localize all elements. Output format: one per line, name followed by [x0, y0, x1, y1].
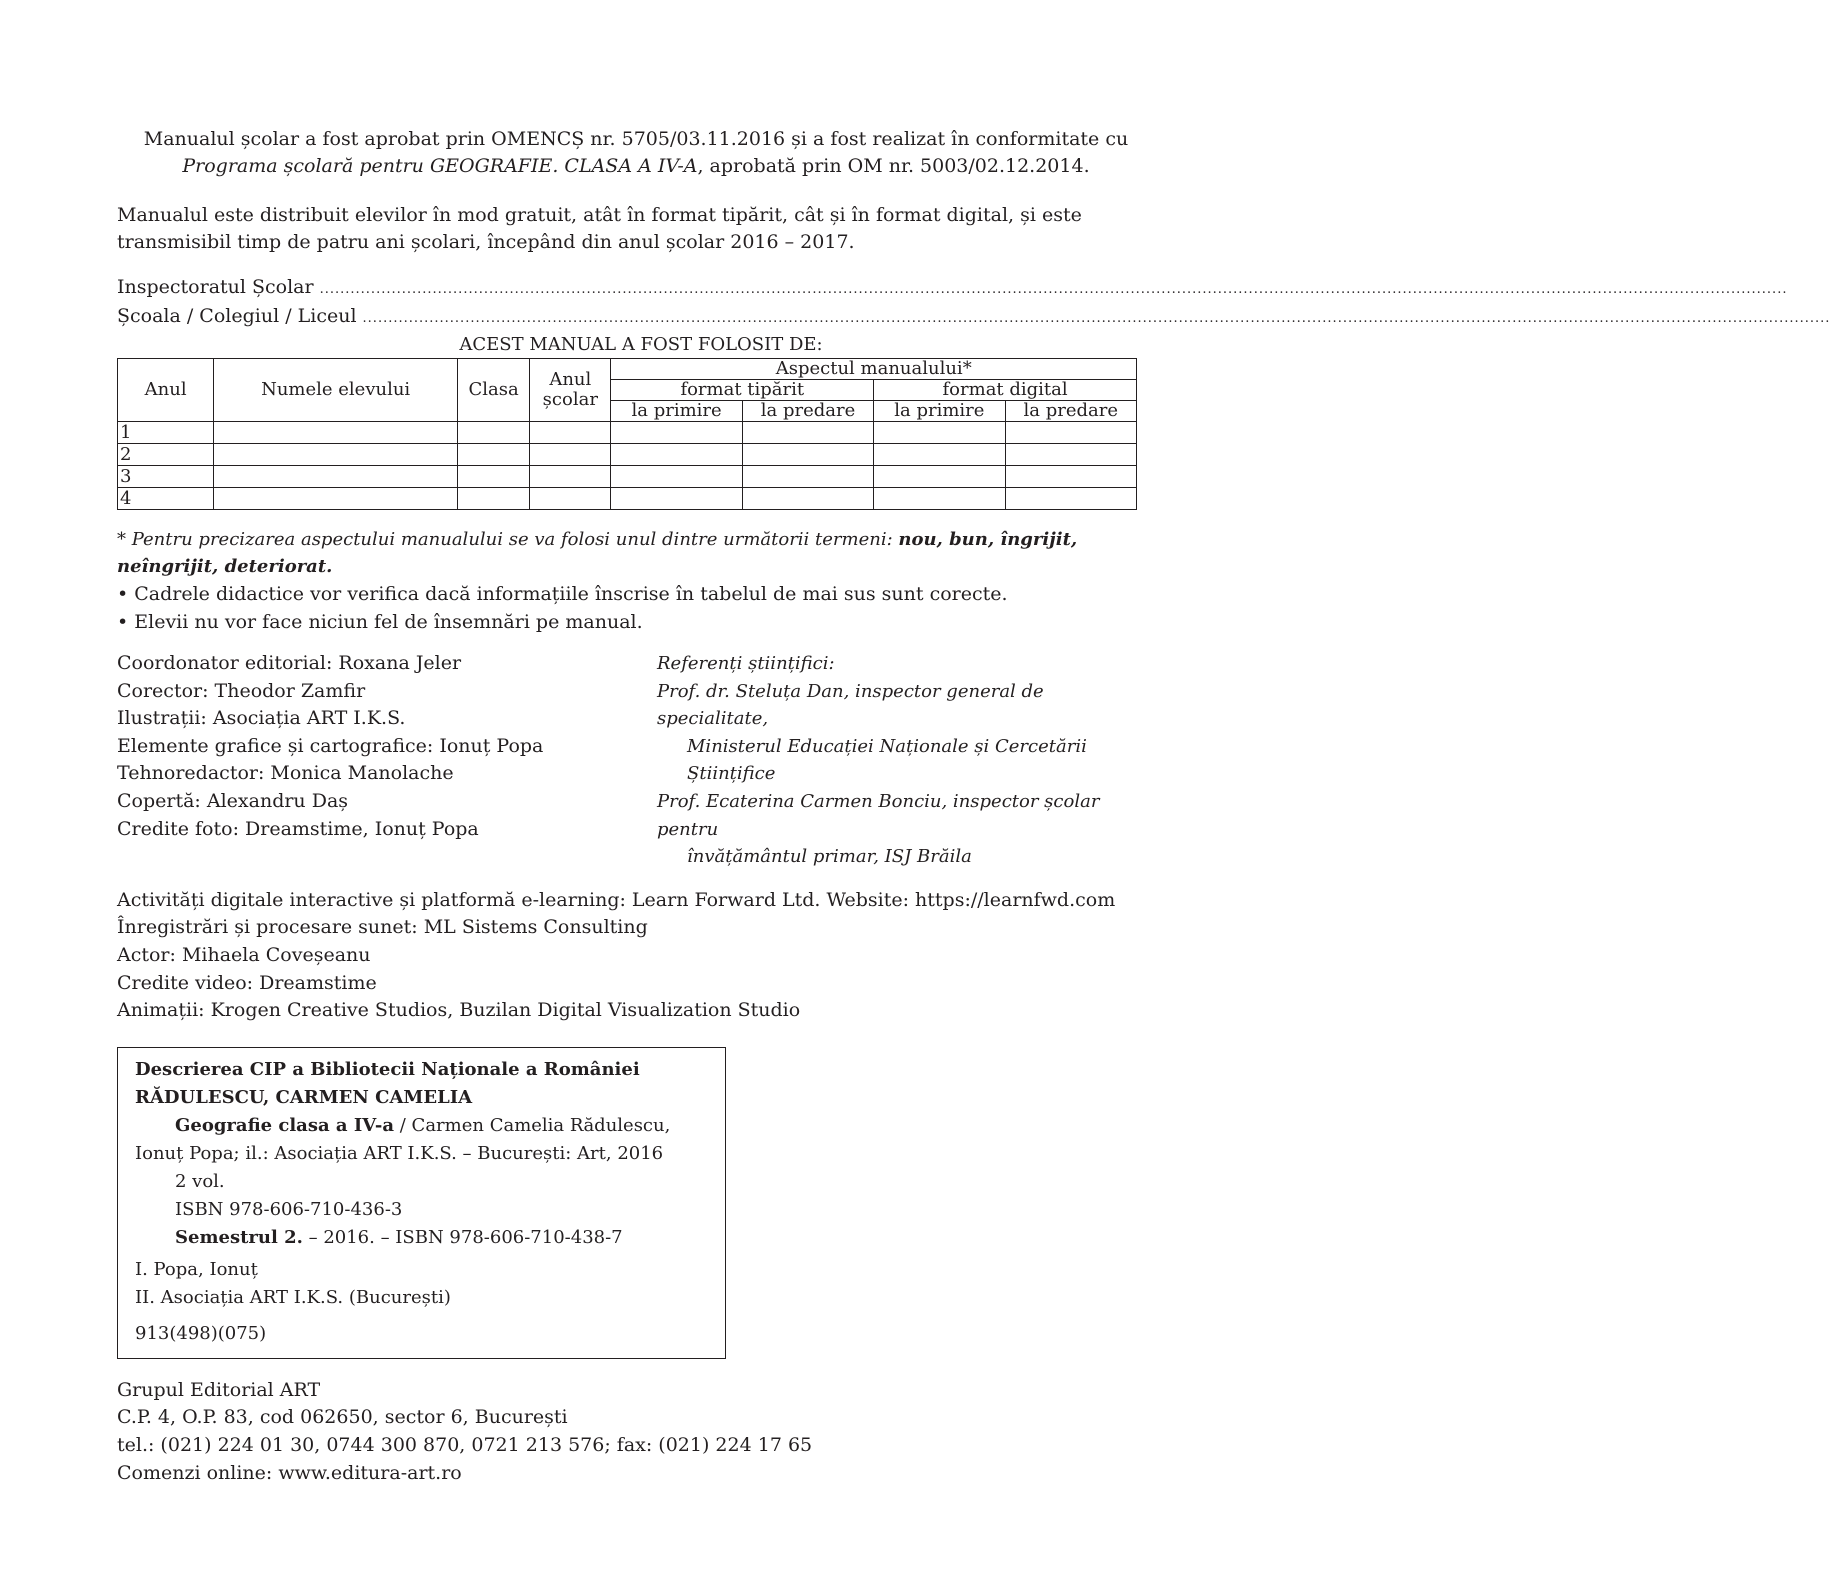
footnote: [117, 526, 1155, 580]
cip-index-2: II. Asociația ART I.K.S. (București): [135, 1286, 451, 1308]
cell[interactable]: [742, 488, 873, 510]
cell[interactable]: [530, 444, 611, 466]
approval-notice: [117, 126, 1155, 180]
publisher-website[interactable]: Comenzi online: www.editura-art.ro: [117, 1461, 462, 1484]
cell[interactable]: [611, 466, 742, 488]
approval-line-2-rest: , aprobată prin OM nr. 5003/02.12.2014.: [697, 155, 1090, 177]
cell[interactable]: [214, 444, 458, 466]
cell[interactable]: [611, 422, 742, 444]
cip-semester-line: Semestrul 2. – 2016. – ISBN 978-606-710-438-7: [175, 1226, 623, 1248]
inspectorate-dotted-line: ..............................................................................................................................................................................................................................................................................................: [319, 282, 1788, 297]
row-number: 1: [118, 422, 214, 444]
header-digital-receipt: la primire: [874, 401, 1005, 422]
table-row: [118, 422, 1137, 444]
cell[interactable]: [457, 488, 529, 510]
cell[interactable]: [530, 422, 611, 444]
cell[interactable]: [874, 444, 1005, 466]
cip-udc: 913(498)(075): [135, 1322, 267, 1344]
cell[interactable]: [611, 488, 742, 510]
header-printed-return: la predare: [742, 401, 873, 422]
footnote-text: * Pentru precizarea aspectului manualului se va folosi unul dintre următorii termeni:: [117, 529, 899, 550]
row-number: 2: [118, 444, 214, 466]
inspectorate-label: Inspectoratul Școlar: [117, 276, 314, 298]
row-number: 3: [118, 466, 214, 488]
cell[interactable]: [874, 466, 1005, 488]
cell[interactable]: [214, 466, 458, 488]
cip-index-1: I. Popa, Ionuț: [135, 1258, 258, 1280]
publisher-phone: tel.: (021) 224 01 30, 0744 300 870, 0721 213 576; fax: (021) 224 17 65: [117, 1433, 813, 1456]
table-caption: ACEST MANUAL A FOST FOLOSIT DE:: [459, 334, 823, 355]
credit-line: Coordonator editorial: Roxana Jeler: [117, 652, 462, 674]
header-printed: format tipărit: [611, 380, 874, 401]
cell[interactable]: [742, 444, 873, 466]
cip-book-line: Geografie clasa a IV-a / Carmen Camelia Rădulescu,: [175, 1114, 671, 1136]
cell[interactable]: [530, 488, 611, 510]
list-item: • Elevii nu vor face niciun fel de însemnări pe manual.: [117, 611, 643, 633]
distribution-paragraph: Manualul este distribuit elevilor în mod gratuit, atât în format tipărit, cât și în format digital, și este transmisibil timp de patru ani școlari, începând din anul școlar 2016 – 2017.: [117, 204, 1082, 253]
cip-title: Descrierea CIP a Bibliotecii Naționale a României: [135, 1058, 640, 1080]
program-title: Programa școlară pentru GEOGRAFIE. CLASA A IV-A: [182, 155, 698, 177]
cell[interactable]: [742, 466, 873, 488]
credit-line: Credite video: Dreamstime: [117, 971, 377, 994]
cell[interactable]: [742, 422, 873, 444]
credit-line: Copertă: Alexandru Daș: [117, 789, 349, 812]
scientific-referees: [657, 650, 1137, 871]
cell[interactable]: [874, 422, 1005, 444]
list-item: • Cadrele didactice vor verifica dacă informațiile înscrise în tabelul de mai sus sunt corecte.: [117, 583, 1008, 605]
cell[interactable]: [1005, 488, 1136, 510]
cip-volumes: 2 vol.: [175, 1170, 225, 1192]
school-field[interactable]: [117, 303, 1830, 332]
cip-book-title: Geografie clasa a IV-a: [175, 1114, 395, 1136]
editorial-credits: [117, 650, 657, 871]
cell[interactable]: [214, 488, 458, 510]
cell[interactable]: [874, 488, 1005, 510]
document-page: [117, 126, 1830, 1487]
cell[interactable]: [457, 444, 529, 466]
cip-author: RĂDULESCU, CARMEN CAMELIA: [135, 1086, 473, 1108]
header-digital-return: la predare: [1005, 401, 1136, 422]
header-digital: format digital: [874, 380, 1137, 401]
cell[interactable]: [457, 466, 529, 488]
header-printed-receipt: la primire: [611, 401, 742, 422]
referee-1: Prof. dr. Steluța Dan, inspector general de specialitate,: [657, 680, 1044, 730]
usage-table: [117, 358, 1137, 510]
approval-line-1: Manualul școlar a fost aprobat prin OMENCȘ nr. 5705/03.11.2016 și a fost realizat în conformitate cu: [143, 128, 1129, 150]
cell[interactable]: [457, 422, 529, 444]
referee-1-affiliation: Ministerul Educației Naționale și Cercetării Științifice: [687, 735, 1087, 785]
referees-title: Referenți științifici:: [657, 653, 835, 674]
table-row: [118, 444, 1137, 466]
referee-2-affiliation: învățământul primar, ISJ Brăila: [687, 846, 972, 868]
cip-isbn: ISBN 978-606-710-436-3: [175, 1198, 403, 1220]
cip-line: Ionuț Popa; il.: Asociația ART I.K.S. – București: Art, 2016: [135, 1142, 664, 1164]
credit-line: Înregistrări și procesare sunet: ML Sistems Consulting: [117, 916, 648, 939]
approval-line-2: [117, 153, 1155, 180]
credit-line: Corector: Theodor Zamfir: [117, 679, 366, 702]
inspectorate-field[interactable]: [117, 274, 1788, 303]
publisher-address: C.P. 4, O.P. 83, cod 062650, sector 6, București: [117, 1406, 568, 1429]
bullet-list: [117, 580, 1155, 636]
header-year: Anul: [118, 359, 214, 422]
cell[interactable]: [1005, 422, 1136, 444]
referee-2: Prof. Ecaterina Carmen Bonciu, inspector școlar pentru: [657, 790, 1100, 840]
credit-line: Ilustrații: Asociația ART I.K.S.: [117, 707, 406, 730]
credit-line: Actor: Mihaela Coveșeanu: [117, 943, 371, 966]
cell[interactable]: [530, 466, 611, 488]
row-number: 4: [118, 488, 214, 510]
cell[interactable]: [214, 422, 458, 444]
header-class: Clasa: [457, 359, 529, 422]
publisher-name: Grupul Editorial ART: [117, 1378, 321, 1401]
footnote-terms: nou, bun, îngrijit, neîngrijit, deteriorat.: [117, 529, 1078, 577]
school-dotted-line: ..............................................................................................................................................................................................................................................................................................: [362, 311, 1830, 326]
cell[interactable]: [1005, 444, 1136, 466]
table-row: [118, 466, 1137, 488]
publisher-info: [117, 1377, 1155, 1487]
credit-line: Tehnoredactor: Monica Manolache: [117, 762, 454, 785]
school-label: Școala / Colegiul / Liceul: [117, 305, 357, 327]
header-school-year: Anul școlar: [530, 359, 611, 422]
cell[interactable]: [1005, 466, 1136, 488]
cip-description-box: [117, 1047, 726, 1359]
digital-credits: [117, 887, 1155, 1025]
credit-line: Credite foto: Dreamstime, Ionuț Popa: [117, 817, 479, 840]
header-student-name: Numele elevului: [214, 359, 458, 422]
credit-line: Elemente grafice și cartografice: Ionuț Popa: [117, 734, 544, 757]
header-aspect: Aspectul manualului*: [611, 359, 1137, 380]
cip-semester: Semestrul 2.: [175, 1226, 303, 1248]
table-row: [118, 488, 1137, 510]
credit-line: Activități digitale interactive și platformă e-learning: Learn Forward Ltd. Website: https://learnfwd.com: [117, 888, 1116, 911]
cell[interactable]: [611, 444, 742, 466]
credit-line: Animații: Krogen Creative Studios, Buzilan Digital Visualization Studio: [117, 999, 801, 1022]
credits-section: [117, 650, 1155, 871]
